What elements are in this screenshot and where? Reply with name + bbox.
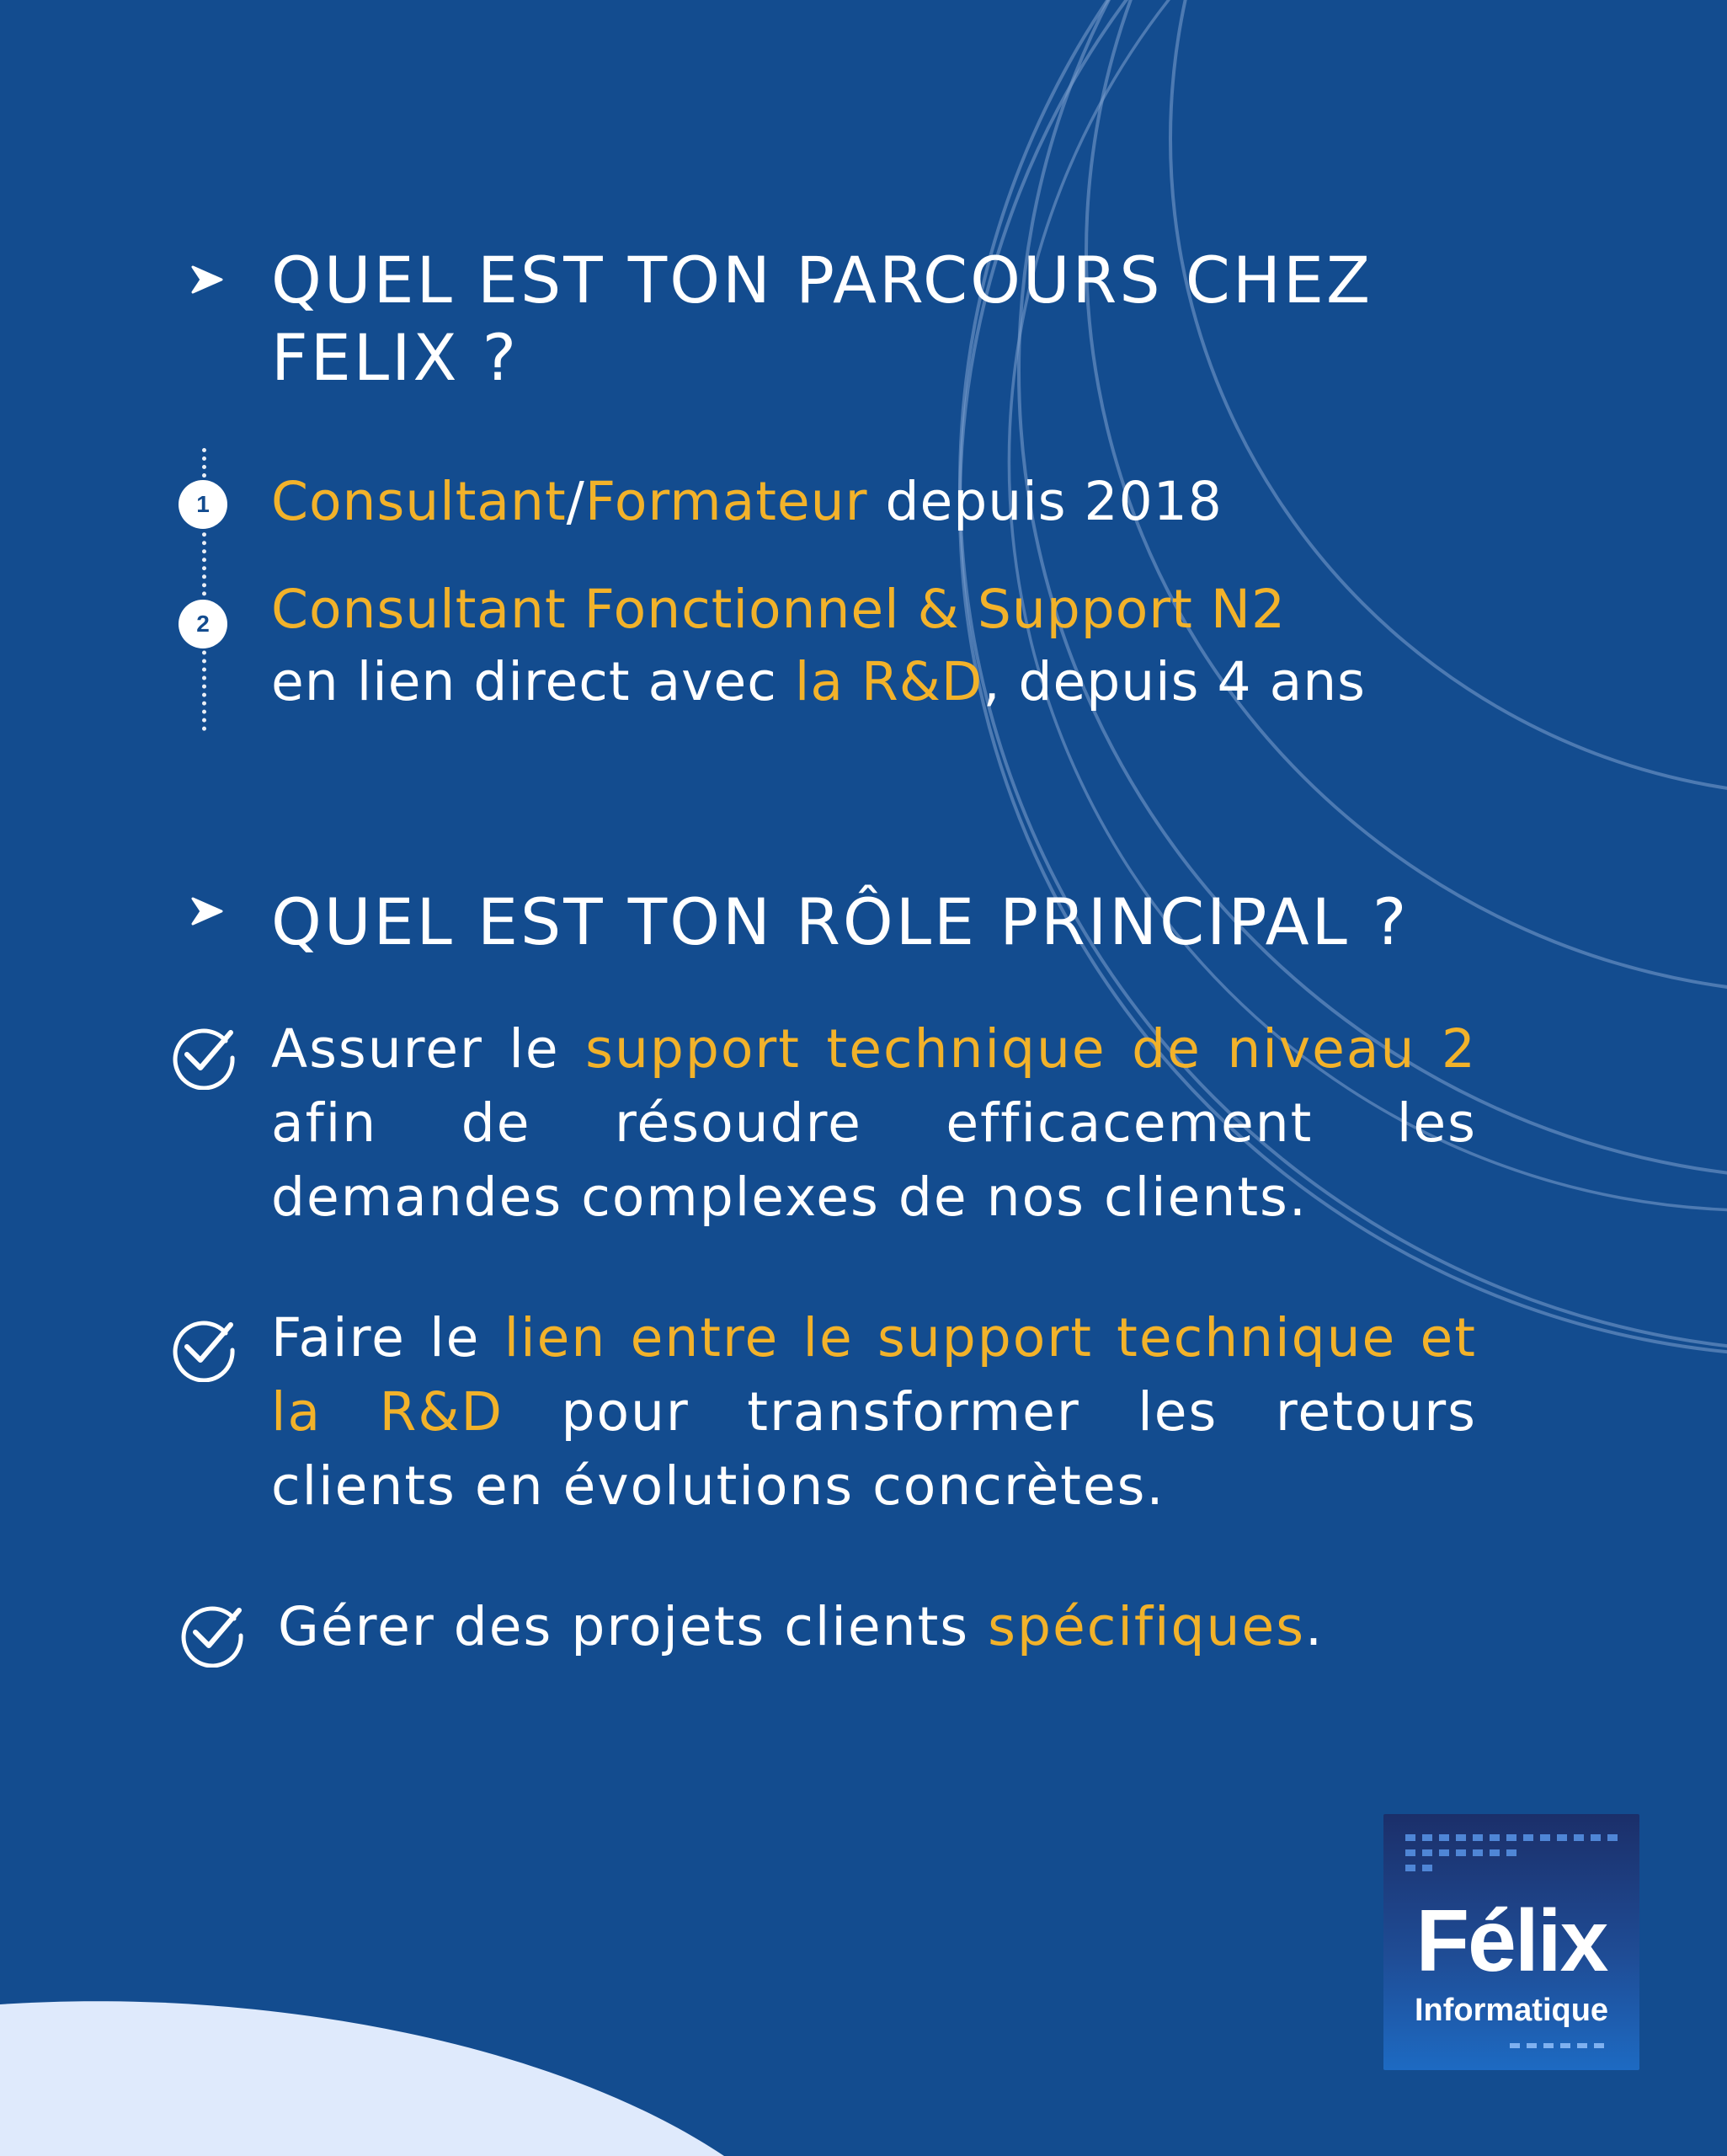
role-item-1-post: afin de résoudre efficacement les demandes complexes de nos clients. xyxy=(271,1092,1477,1228)
logo-subtitle: Informatique xyxy=(1414,1993,1609,2028)
step-2-role: Consultant Fonctionnel & Support N2 xyxy=(271,579,1287,640)
step-1-rest: depuis 2018 xyxy=(867,471,1223,532)
step-number-1: 1 xyxy=(179,480,227,529)
check-circle-icon xyxy=(168,1311,239,1382)
step-2-line2-hl: la R&D xyxy=(794,651,983,712)
check-circle-icon xyxy=(168,1019,239,1090)
step-1-sep: / xyxy=(566,471,585,532)
role-item-3-hl: spécifiques xyxy=(988,1596,1306,1657)
role-item-1-hl: support technique de niveau 2 xyxy=(585,1018,1477,1080)
role-item-1 xyxy=(271,1012,1477,1235)
section-title-line2: FELIX ? xyxy=(271,320,520,395)
felix-informatique-logo xyxy=(1383,1814,1639,2070)
logo-pixel-pattern-bottom xyxy=(1510,2043,1619,2053)
step-2-text xyxy=(271,574,1366,718)
step-number-2: 2 xyxy=(179,600,227,648)
role-item-3-pre: Gérer des projets clients xyxy=(278,1596,989,1657)
step-1-text xyxy=(271,466,1223,538)
section-title-parcours xyxy=(271,242,1373,397)
step-1-role-b: Formateur xyxy=(584,471,868,532)
logo-pixel-pattern xyxy=(1405,1834,1624,1885)
step-2-line2-pre: en lien direct avec xyxy=(271,651,795,712)
role-item-3-post: . xyxy=(1305,1596,1325,1657)
role-item-2-hl: lien entre le support technique et la R&D xyxy=(271,1307,1478,1443)
role-item-1-pre: Assurer le xyxy=(271,1018,586,1080)
arrow-bullet-icon xyxy=(189,894,225,929)
check-circle-icon xyxy=(177,1597,248,1668)
role-item-3 xyxy=(278,1590,1484,1664)
step-2-line2-post: , depuis 4 ans xyxy=(983,651,1366,712)
role-item-2-post: pour transformer les retours clients en évolutions concrètes. xyxy=(271,1381,1478,1517)
logo-name: Félix xyxy=(1415,1892,1607,1990)
step-1-role-a: Consultant xyxy=(271,471,567,532)
role-item-2-pre: Faire le xyxy=(271,1307,504,1369)
role-item-2 xyxy=(271,1301,1477,1524)
section-title-role: QUEL EST TON RÔLE PRINCIPAL ? xyxy=(271,884,1410,959)
arrow-bullet-icon xyxy=(189,262,225,297)
section-title-line1: QUEL EST TON PARCOURS CHEZ xyxy=(271,243,1373,318)
bottom-wave xyxy=(0,2001,724,2156)
